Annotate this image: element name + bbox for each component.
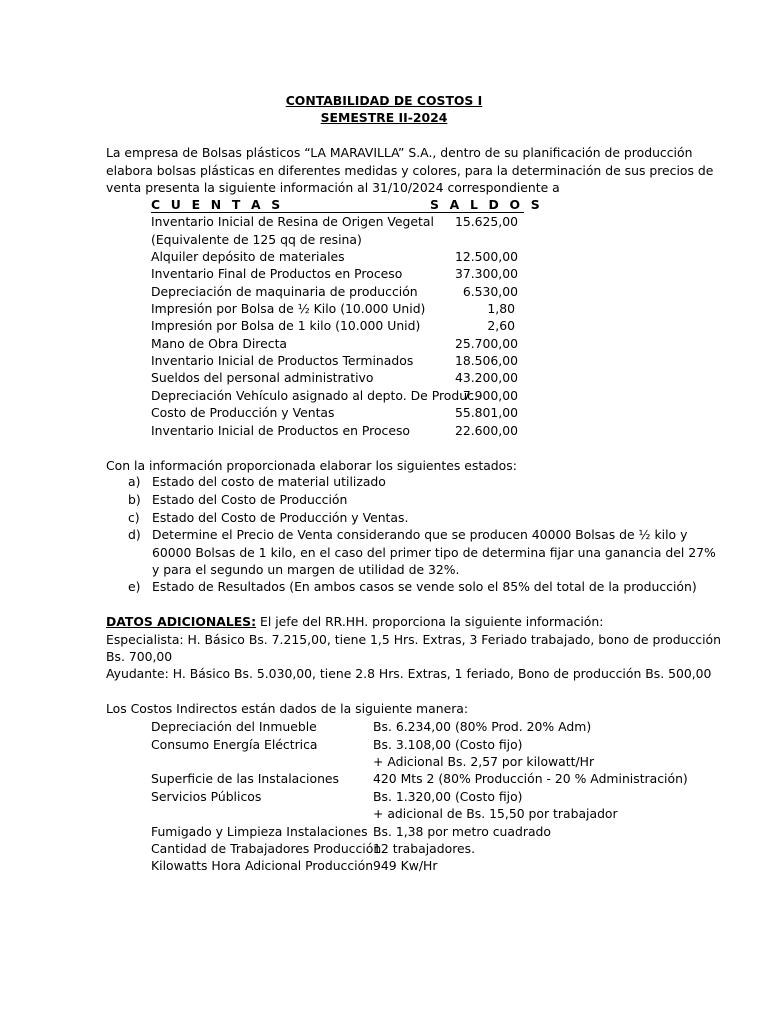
table-row-saldo: 7.900,00 [462,388,518,403]
table-row-saldo: 55.801,00 [454,405,518,420]
document-title: CONTABILIDAD DE COSTOS I [285,93,483,108]
ayudante-line: Ayudante: H. Básico Bs. 5.030,00, tiene 2.8 Hrs. Extras, 1 feriado, Bono de producción Bs. 500,00 [106,666,712,681]
indirecto-value: + Adicional Bs. 2,57 por kilowatt/Hr [373,754,595,769]
indirecto-label: Depreciación del Inmueble [151,719,317,734]
table-row-saldo: 1,80 [487,301,515,316]
task-d-line-2: 60000 Bolsas de 1 kilo, en el caso del primer tipo de determina fijar una ganancia del 27% [152,545,716,560]
indirecto-value: Bs. 1.320,00 (Costo fijo) [373,789,523,804]
table-header-cuentas: C U E N T A S [151,197,284,212]
datos-adicionales-text: El jefe del RR.HH. proporciona la siguiente información: [256,614,604,629]
indirecto-value: 12 trabajadores. [373,841,476,856]
indirectos-intro: Los Costos Indirectos están dados de la siguiente manera: [106,701,469,716]
especialista-line-2: Bs. 700,00 [106,649,173,664]
table-header-saldos: S A L D O S [430,197,543,212]
table-row-saldo: 43.200,00 [454,370,518,385]
table-row-cuenta: Depreciación Vehículo asignado al depto. De Produc. [151,388,478,403]
document-subtitle: SEMESTRE II-2024 [320,110,448,125]
table-row-saldo: 15.625,00 [454,214,518,229]
table-row-cuenta: Inventario Inicial de Productos Terminados [151,353,414,368]
indirecto-label: Superficie de las Instalaciones [151,771,339,786]
table-row-saldo: 6.530,00 [462,284,518,299]
task-d-line-1: Determine el Precio de Venta considerando que se producen 40000 Bolsas de ½ kilo y [152,527,688,542]
table-row-saldo: 25.700,00 [454,336,518,351]
table-row-saldo: 22.600,00 [454,423,518,438]
table-row-cuenta: Inventario Inicial de Resina de Origen Vegetal [151,214,434,229]
table-row-cuenta: Mano de Obra Directa [151,336,288,351]
table-row-cuenta: (Equivalente de 125 qq de resina) [151,232,362,247]
list-marker: b) [128,492,141,507]
table-row-saldo: 12.500,00 [454,249,518,264]
task-e: Estado de Resultados (En ambos casos se vende solo el 85% del total de la producción) [152,579,697,594]
list-marker: e) [128,579,141,594]
indirecto-label: Servicios Públicos [151,789,262,804]
indirecto-value: Bs. 1,38 por metro cuadrado [373,824,551,839]
table-row-cuenta: Impresión por Bolsa de ½ Kilo (10.000 Unid) [151,301,426,316]
indirecto-value: 949 Kw/Hr [373,858,438,873]
table-row-cuenta: Inventario Inicial de Productos en Proceso [151,423,410,438]
indirecto-value: Bs. 6.234,00 (80% Prod. 20% Adm) [373,719,592,734]
table-row-cuenta: Sueldos del personal administrativo [151,370,374,385]
table-row-saldo: 37.300,00 [454,266,518,281]
intro-line-2: elabora bolsas plásticas en diferentes medidas y colores, para la determinación de sus precios de [106,163,714,178]
list-marker: c) [128,510,140,525]
datos-adicionales-label: DATOS ADICIONALES: [106,614,257,629]
task-a: Estado del costo de material utilizado [152,474,386,489]
table-row-cuenta: Inventario Final de Productos en Proceso [151,266,403,281]
list-marker: d) [128,527,141,542]
indirecto-value: Bs. 3.108,00 (Costo fijo) [373,737,523,752]
table-row-saldo: 2,60 [487,318,515,333]
indirecto-label: Consumo Energía Eléctrica [151,737,318,752]
task-d-line-3: y para el segundo un margen de utilidad de 32%. [152,562,460,577]
tasks-intro: Con la información proporcionada elaborar los siguientes estados: [106,458,517,473]
indirecto-value: + adicional de Bs. 15,50 por trabajador [373,806,618,821]
datos-adicionales-line [106,613,603,630]
table-row-cuenta: Depreciación de maquinaria de producción [151,284,418,299]
task-c: Estado del Costo de Producción y Ventas. [152,510,409,525]
list-marker: a) [128,474,141,489]
indirecto-value: 420 Mts 2 (80% Producción - 20 % Administración) [373,771,688,786]
task-b: Estado del Costo de Producción [152,492,348,507]
intro-line-1: La empresa de Bolsas plásticos “LA MARAVILLA” S.A., dentro de su planificación de producción [106,145,693,160]
indirecto-label: Fumigado y Limpieza Instalaciones [151,824,368,839]
table-row-cuenta: Alquiler depósito de materiales [151,249,345,264]
table-row-cuenta: Impresión por Bolsa de 1 kilo (10.000 Unid) [151,318,421,333]
table-row-cuenta: Costo de Producción y Ventas [151,405,335,420]
table-row-saldo: 18.506,00 [454,353,518,368]
indirecto-label: Kilowatts Hora Adicional Producción [151,858,374,873]
especialista-line-1: Especialista: H. Básico Bs. 7.215,00, tiene 1,5 Hrs. Extras, 3 Feriado trabajado, bono de producción [106,632,721,647]
indirecto-label: Cantidad de Trabajadores Producción [151,841,382,856]
intro-line-3: venta presenta la siguiente información al 31/10/2024 correspondiente a [106,180,560,195]
